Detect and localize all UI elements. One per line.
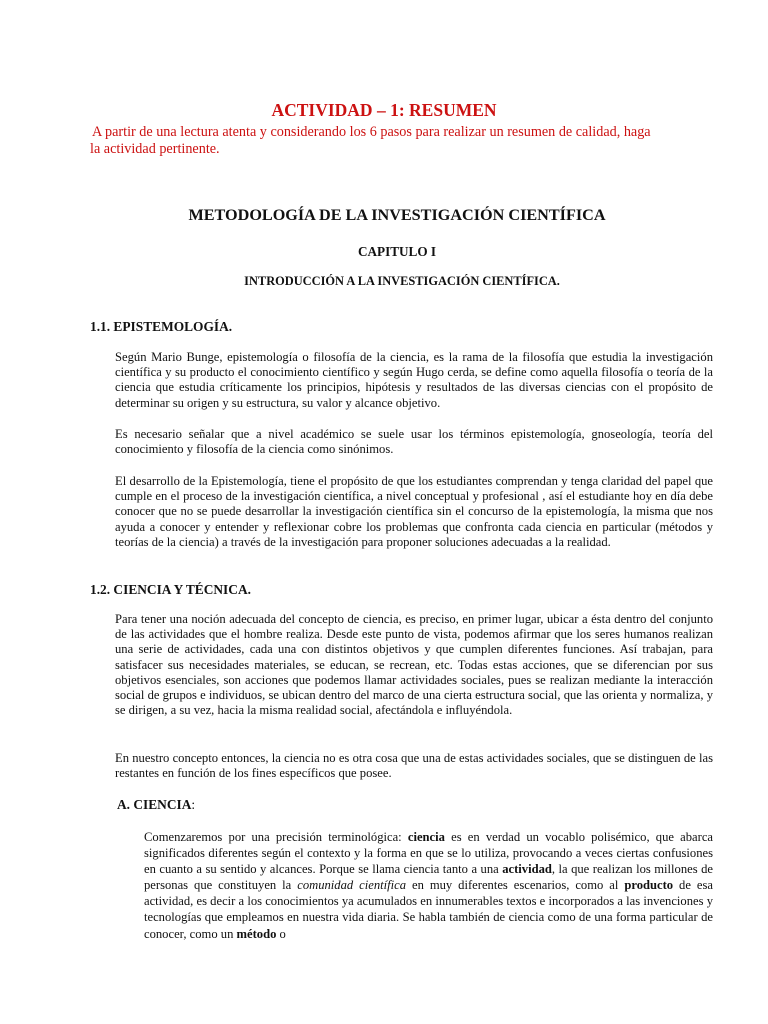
activity-instruction [92, 124, 712, 158]
bold-term-producto: producto [624, 878, 674, 893]
activity-instruction-line2: la actividad pertinente. [90, 141, 220, 157]
text-run: o [276, 926, 286, 941]
section-heading-ciencia-tecnica: 1.2. CIENCIA Y TÉCNICA. [90, 582, 251, 597]
subsection-heading-ciencia [117, 797, 195, 813]
activity-title: ACTIVIDAD – 1: RESUMEN [271, 100, 497, 120]
bold-term-ciencia: ciencia [407, 830, 445, 844]
subsection-heading-colon: : [191, 797, 196, 812]
text-run: , la que realizan los millones de personas que constituyen la [144, 862, 714, 893]
document-title: METODOLOGÍA DE LA INVESTIGACIÓN CIENTÍFICA [188, 206, 606, 224]
bold-term-actividad: actividad [502, 862, 552, 877]
chapter-label: CAPITULO I [357, 244, 437, 259]
text-run: es en verdad un vocablo polisémico, que abarca significados diferentes según el contexto y la forma en que se lo utiliza, provocando a veces ciertas confusiones en cuanto a su sentido y alcances. Porque se llama ciencia tanto a una [144, 830, 713, 877]
paragraph-epistemologia-2: Es necesario señalar que a nivel académico se suele usar los términos epistemología, gnoseología, teoría del conocimiento y filosofía de la ciencia como sinónimos. [115, 427, 713, 457]
paragraph-epistemologia-1: Según Mario Bunge, epistemología o filosofía de la ciencia, es la rama de la filosofía que estudia la investigación científica y su producto el conocimiento científico y según Hugo cerda, se define como aquella filosofía o teoría de la ciencia que estudia críticamente los principios, hipótesis y resultados de las diversas ciencias con el propósito de determinar su origen y su estructura, su valor y alcance objetivo. [115, 350, 713, 410]
bold-term-metodo: método [236, 926, 277, 941]
text-run: Comenzaremos por una precisión terminológica: [144, 830, 408, 844]
activity-instruction-line1: A partir de una lectura atenta y considerando los 6 pasos para realizar un resumen de calidad, haga [92, 124, 651, 140]
paragraph-ciencia-2: En nuestro concepto entonces, la ciencia no es otra cosa que una de estas actividades sociales, que se distinguen de las restantes en función de los fines específicos que posee. [115, 751, 713, 781]
subsection-heading-text: A. CIENCIA [117, 797, 192, 812]
italic-term-comunidad: comunidad científica [297, 878, 407, 893]
paragraph-ciencia-definicion [144, 829, 713, 942]
paragraph-epistemologia-3: El desarrollo de la Epistemología, tiene el propósito de que los estudiantes comprendan y tenga claridad del papel que cumple en el proceso de la investigación científica, a nivel conceptual y profesional , así el estudiante hoy en día debe conocer que no se puede desarrollar la investigación científica sin el concurso de la epistemología, la misma que nos ayuda a conocer y entender y reflexionar cobre los problemas que confronta cada ciencia en particular (métodos y teorías de la ciencia) a través de la investigación para proponer soluciones adecuadas a la realidad. [115, 474, 713, 549]
paragraph-ciencia-1: Para tener una noción adecuada del concepto de ciencia, es preciso, en primer lugar, ubicar a ésta dentro del conjunto de las actividades que el hombre realiza. Desde este punto de vista, podemos afirmar que los seres humanos realizan una serie de actividades, cada una con distintos objetivos y que cumplen diferentes funciones. Así trabajan, para satisfacer sus necesidades materiales, se educan, se recrean, etc. Todas estas acciones, que se diferencian por sus objetivos esenciales, son acciones que podemos llamar actividades sociales, pues se realizan mediante la interacción social de grupos e individuos, se ubican dentro del marco de una cierta estructura social, que las orienta y normaliza, y se dirigen, a su vez, hacia la misma realidad social, afectándola e influyéndola. [115, 612, 713, 718]
text-run: en muy diferentes escenarios, como al [406, 878, 625, 893]
text-run: de esa actividad, es decir a los conocimientos ya acumulados en innumerables textos e incorporados a las invenciones y tecnologías que empleamos en nuestra vida diaria. Se habla también de ciencia como de una forma particular de conocer, como un [144, 878, 713, 941]
section-heading-epistemologia: 1.1. EPISTEMOLOGÍA. [90, 319, 233, 334]
chapter-title: INTRODUCCIÓN A LA INVESTIGACIÓN CIENTÍFICA. [244, 274, 560, 288]
